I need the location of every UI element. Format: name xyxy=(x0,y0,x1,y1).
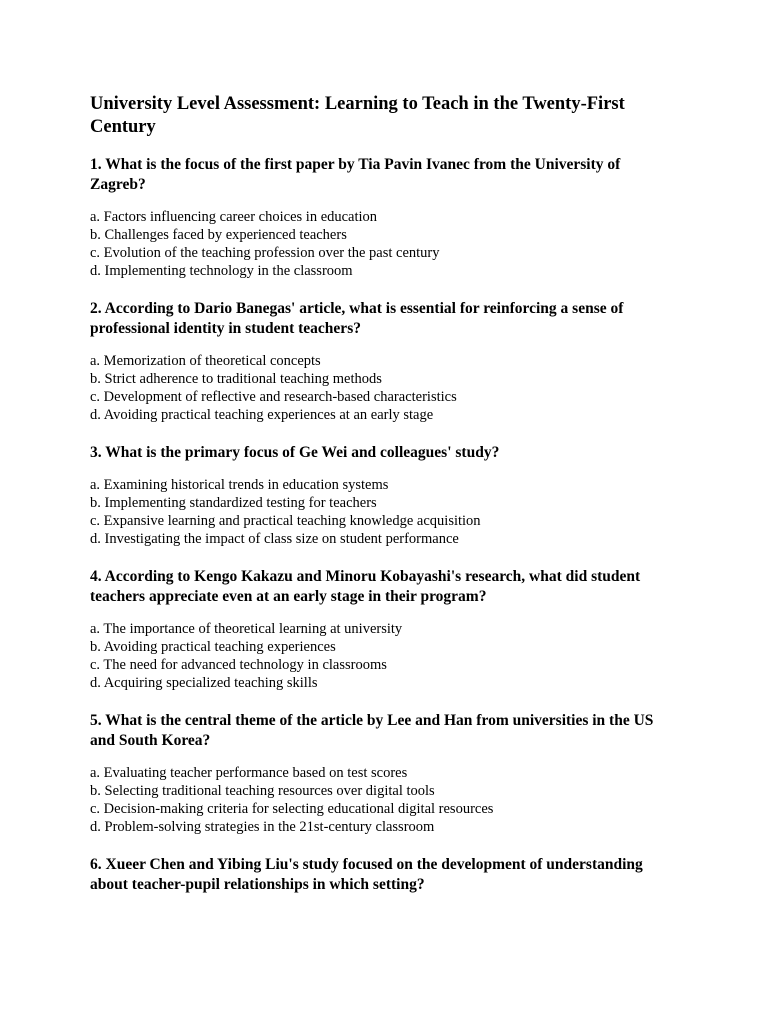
question-5 xyxy=(90,711,678,836)
question-6 xyxy=(90,855,678,895)
option-b: b. Avoiding practical teaching experiences xyxy=(90,639,336,655)
option-c: c. Expansive learning and practical teaching knowledge acquisition xyxy=(90,513,481,529)
option-a: a. The importance of theoretical learning at university xyxy=(90,621,403,637)
option-b: b. Strict adherence to traditional teaching methods xyxy=(90,371,382,387)
option-a: a. Factors influencing career choices in education xyxy=(90,209,378,225)
question-2 xyxy=(90,299,678,424)
option-a: a. Examining historical trends in education systems xyxy=(90,477,389,493)
option-d: d. Avoiding practical teaching experiences at an early stage xyxy=(90,407,434,423)
question-1 xyxy=(90,155,678,280)
option-a: a. Memorization of theoretical concepts xyxy=(90,353,321,369)
option-b: b. Challenges faced by experienced teachers xyxy=(90,227,347,243)
option-c: c. The need for advanced technology in classrooms xyxy=(90,657,387,673)
option-c: c. Development of reflective and research-based characteristics xyxy=(90,389,457,405)
option-d: d. Implementing technology in the classroom xyxy=(90,263,353,279)
option-d: d. Investigating the impact of class size on student performance xyxy=(90,531,459,547)
question-text: 6. Xueer Chen and Yibing Liu's study focused on the development of understanding about teacher-pupil relationships in which setting? xyxy=(90,856,643,893)
option-list xyxy=(90,352,678,424)
option-b: b. Selecting traditional teaching resources over digital tools xyxy=(90,783,435,799)
question-3 xyxy=(90,443,678,548)
question-text: 4. According to Kengo Kakazu and Minoru Kobayashi's research, what did student teachers appreciate even at an early stage in their program? xyxy=(90,568,641,605)
question-4 xyxy=(90,567,678,692)
question-text: 1. What is the focus of the first paper by Tia Pavin Ivanec from the University of Zagreb? xyxy=(90,156,621,193)
document-title: University Level Assessment: Learning to Teach in the Twenty-First Century xyxy=(90,94,625,137)
option-c: c. Decision-making criteria for selecting educational digital resources xyxy=(90,801,494,817)
option-list xyxy=(90,620,678,692)
option-c: c. Evolution of the teaching profession over the past century xyxy=(90,245,440,261)
question-text: 5. What is the central theme of the article by Lee and Han from universities in the US and South Korea? xyxy=(90,712,654,749)
option-d: d. Acquiring specialized teaching skills xyxy=(90,675,318,691)
option-b: b. Implementing standardized testing for teachers xyxy=(90,495,377,511)
option-list xyxy=(90,208,678,280)
option-d: d. Problem-solving strategies in the 21st-century classroom xyxy=(90,819,435,835)
option-a: a. Evaluating teacher performance based on test scores xyxy=(90,765,408,781)
question-text: 2. According to Dario Banegas' article, what is essential for reinforcing a sense of professional identity in student teachers? xyxy=(90,300,624,337)
option-list xyxy=(90,764,678,836)
option-list xyxy=(90,476,678,548)
question-text: 3. What is the primary focus of Ge Wei and colleagues' study? xyxy=(90,444,500,461)
